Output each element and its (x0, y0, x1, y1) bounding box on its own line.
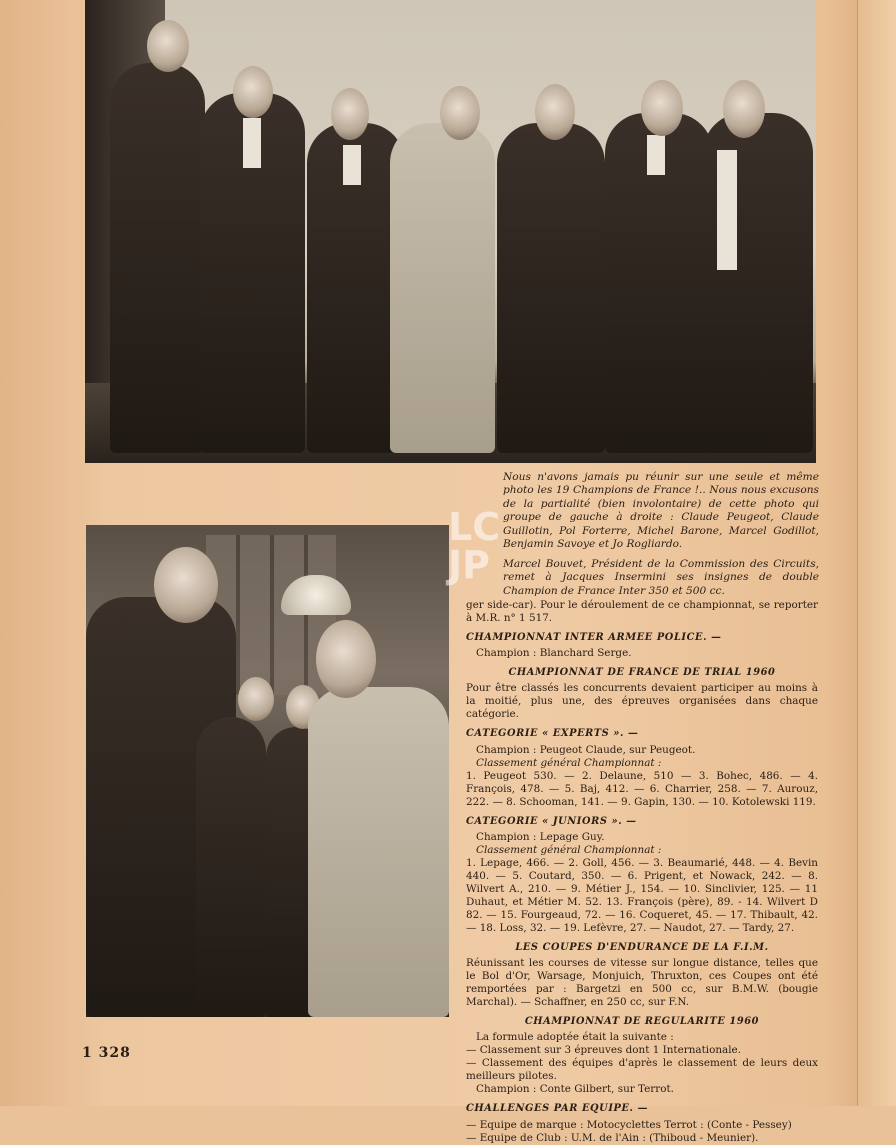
intro-text: ger side-car). Pour le déroulement de ce championnat, se reporter à M.R. n° 1 517. (466, 599, 818, 624)
person-4 (390, 123, 495, 453)
bystander-1 (196, 717, 266, 1017)
regularite-champion: Champion : Conte Gilbert, sur Terrot. (476, 1083, 674, 1096)
champions-group-photo (85, 0, 816, 463)
experts-ranking: 1. Peugeot 530. — 2. Delaune, 510 — 3. Bohec, 486. — 4. François, 478. — 5. Baj, 412. — 6. Charrier, 258. — 7. Aurouz, 222. — 8. Schooman, 141. — 9. Gapin, 130. — 10. Kotolewski 119. (466, 769, 818, 808)
presenter-head (154, 547, 218, 623)
person-1 (110, 63, 205, 453)
stamp-line-2: JP (448, 543, 490, 587)
page-edge (857, 0, 896, 1106)
article-column (466, 599, 818, 1145)
person-6-head (641, 80, 683, 136)
juniors-champion: Champion : Lepage Guy. (476, 830, 605, 843)
photo-caption (503, 471, 819, 604)
person-1-head (147, 20, 189, 72)
juniors-subheading: Classement général Championnat : (476, 843, 662, 856)
page-number: 1 328 (82, 1045, 131, 1061)
person-5 (497, 123, 605, 453)
experts-heading: CATEGORIE « EXPERTS ». — (466, 728, 639, 740)
trial-text: Pour être classés les concurrents devaient participer au moins à la moitié, plus une, des épreuves organisées dans chaque catégorie. (466, 682, 818, 721)
person-7-head (723, 80, 765, 138)
armee-heading: CHAMPIONNAT INTER ARMEE POLICE. — (466, 632, 722, 643)
challenges-item-2: — Equipe de Club : U.M. de l'Ain : (Thiboud - Meunier). (466, 1131, 759, 1144)
experts-champion: Champion : Peugeot Claude, sur Peugeot. (476, 743, 696, 756)
stamp-line-1: LC (448, 505, 501, 549)
regularite-intro: La formule adoptée était la suivante : (476, 1031, 674, 1044)
experts-subheading: Classement général Championnat : (476, 756, 662, 769)
caption-group-photo: Nous n'avons jamais pu réunir sur une seule et même photo les 19 Champions de France !.. Nous nous excusons de la partialité (bien involontaire) de cette photo qui groupe de gauche à droite : Claude Peugeot, Claude Guillotin, Pol Forterre, Michel Barone, Marcel Godillot, Benjamin Savoye et Jo Rogliardo. (503, 471, 819, 551)
regularite-item-2: — Classement des équipes d'après le classement de leurs deux meilleurs pilotes. (466, 1057, 818, 1083)
person-4-head (440, 86, 480, 140)
person-5-head (535, 84, 575, 140)
regularite-item-1: — Classement sur 3 épreuves dont 1 Internationale. (466, 1044, 742, 1057)
fim-text: Réunissant les courses de vitesse sur longue distance, telles que le Bol d'Or, Warsage, Monjuich, Thruxton, ces Coupes ont été remportées par : Bargetzi en 500 cc, sur B.M.W. (bougie Marchal). — Schaffner, en 250 cc, sur F.N. (466, 957, 818, 1009)
person-3-head (331, 88, 369, 140)
trial-heading: CHAMPIONNAT DE FRANCE DE TRIAL 1960 (508, 667, 776, 679)
bystander-1-head (238, 677, 274, 721)
juniors-heading: CATEGORIE « JUNIORS ». — (466, 815, 637, 827)
award-ceremony-photo (86, 525, 449, 1017)
regularite-heading: CHAMPIONNAT DE REGULARITE 1960 (524, 1016, 760, 1028)
watermark-stamp (448, 505, 518, 590)
caption-award-photo: Marcel Bouvet, Président de la Commission des Circuits, remet à Jacques Insermini ses insignes de double Champion de France Inter 350 et 500 cc. (503, 557, 819, 597)
armee-champion: Champion : Blanchard Serge. (476, 647, 632, 660)
fim-heading: LES COUPES D'ENDURANCE DE LA F.I.M. (515, 941, 769, 953)
juniors-ranking: 1. Lepage, 466. — 2. Goll, 456. — 3. Beaumarié, 448. — 4. Bevin 440. — 5. Coutard, 350. — 6. Prigent, et Nowack, 242. — 8. Wilvert A., 210. — 9. Métier J., 154. — 10. Sinclivier, 125. — 11 Duhaut, et Métier M. 52. 13. François (père), 89. - 14. Wilvert D 82. — 15. Fourgeaud, 72. — 16. Coqueret, 45. — 17. Thibault, 42. — 18. Loss, 32. — 19. Lefèvre, 27. — Naudot, 27. — Tardy, 27. (466, 856, 818, 934)
challenges-heading: CHALLENGES PAR EQUIPE. — (466, 1103, 648, 1115)
champion-person (308, 687, 449, 1017)
challenges-item-1: — Equipe de marque : Motocyclettes Terrot : (Conte - Pessey) (466, 1118, 792, 1131)
champion-head (316, 620, 376, 698)
person-2-head (233, 66, 273, 118)
